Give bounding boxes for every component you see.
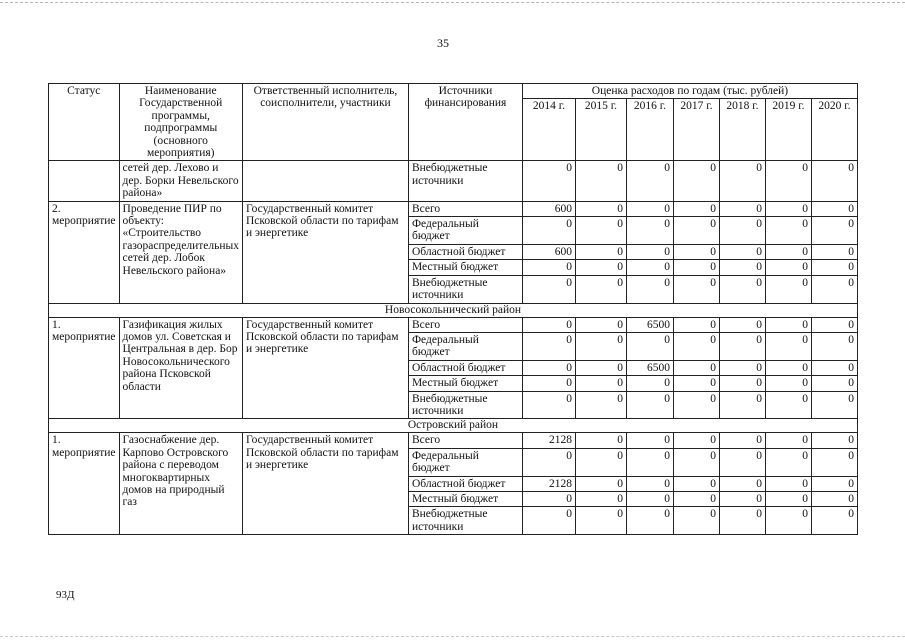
value-cell: 6500 bbox=[626, 360, 673, 375]
value-cell: 0 bbox=[765, 433, 811, 448]
name-cell: Проведение ПИР по объекту: «Строительство газораспределительных сетей дер. Лобок Невельского района» bbox=[119, 201, 242, 303]
value-cell: 0 bbox=[673, 161, 719, 201]
value-cell: 0 bbox=[765, 161, 811, 201]
source-cell: Внебюджетные источники bbox=[408, 391, 522, 419]
value-cell: 0 bbox=[626, 476, 673, 491]
source-cell: Всего bbox=[408, 433, 522, 448]
header-status: Статус bbox=[49, 84, 120, 161]
header-year: 2016 г. bbox=[626, 99, 673, 161]
value-cell: 0 bbox=[673, 491, 719, 506]
source-cell: Федеральный бюджет bbox=[408, 217, 522, 245]
value-cell: 0 bbox=[811, 201, 857, 216]
name-cell: Газоснабжение дер. Карпово Островского района с переводом многоквартирных домов на природный газ bbox=[119, 433, 242, 535]
value-cell: 0 bbox=[719, 507, 765, 535]
value-cell: 0 bbox=[575, 433, 626, 448]
source-cell: Областной бюджет bbox=[408, 476, 522, 491]
table-row bbox=[49, 317, 858, 332]
value-cell: 0 bbox=[673, 391, 719, 419]
value-cell: 0 bbox=[811, 360, 857, 375]
value-cell: 0 bbox=[811, 161, 857, 201]
header-year: 2014 г. bbox=[522, 99, 575, 161]
value-cell: 2128 bbox=[522, 433, 575, 448]
value-cell: 0 bbox=[811, 260, 857, 275]
value-cell: 2128 bbox=[522, 476, 575, 491]
value-cell: 0 bbox=[575, 161, 626, 201]
header-name: Наименование Государственной программы, подпрограммы (основного мероприятия) bbox=[119, 84, 242, 161]
executor-cell: Государственный комитет Псковской области по тарифам и энергетике bbox=[242, 433, 408, 535]
header-year: 2020 г. bbox=[811, 99, 857, 161]
value-cell: 0 bbox=[719, 433, 765, 448]
value-cell: 0 bbox=[765, 275, 811, 303]
header-executor: Ответственный исполнитель, соисполнители, участники bbox=[242, 84, 408, 161]
value-cell: 0 bbox=[719, 360, 765, 375]
value-cell: 0 bbox=[673, 260, 719, 275]
value-cell: 0 bbox=[522, 491, 575, 506]
source-cell: Местный бюджет bbox=[408, 260, 522, 275]
value-cell: 0 bbox=[575, 391, 626, 419]
value-cell: 0 bbox=[765, 217, 811, 245]
value-cell: 0 bbox=[811, 448, 857, 476]
value-cell: 0 bbox=[719, 161, 765, 201]
value-cell: 0 bbox=[522, 317, 575, 332]
value-cell: 0 bbox=[719, 244, 765, 259]
value-cell: 0 bbox=[673, 317, 719, 332]
executor-cell: Государственный комитет Псковской области по тарифам и энергетике bbox=[242, 201, 408, 303]
value-cell: 0 bbox=[719, 448, 765, 476]
value-cell: 0 bbox=[626, 275, 673, 303]
value-cell: 0 bbox=[522, 217, 575, 245]
value-cell: 0 bbox=[575, 507, 626, 535]
value-cell: 0 bbox=[811, 391, 857, 419]
value-cell: 0 bbox=[626, 376, 673, 391]
section-row bbox=[49, 303, 858, 317]
value-cell: 0 bbox=[719, 332, 765, 360]
value-cell: 0 bbox=[626, 260, 673, 275]
source-cell: Областной бюджет bbox=[408, 244, 522, 259]
value-cell: 0 bbox=[575, 217, 626, 245]
value-cell: 0 bbox=[765, 244, 811, 259]
value-cell: 0 bbox=[811, 317, 857, 332]
value-cell: 0 bbox=[765, 332, 811, 360]
value-cell: 0 bbox=[765, 448, 811, 476]
value-cell: 0 bbox=[626, 244, 673, 259]
value-cell: 0 bbox=[522, 161, 575, 201]
header-sources: Источники финансирования bbox=[408, 84, 522, 161]
value-cell: 0 bbox=[575, 260, 626, 275]
value-cell: 0 bbox=[626, 448, 673, 476]
value-cell: 0 bbox=[626, 433, 673, 448]
table-row bbox=[49, 433, 858, 448]
page-number: 35 bbox=[437, 36, 449, 50]
value-cell: 0 bbox=[765, 260, 811, 275]
value-cell: 0 bbox=[673, 376, 719, 391]
bottom-border-line bbox=[0, 636, 905, 637]
value-cell: 0 bbox=[522, 448, 575, 476]
value-cell: 0 bbox=[575, 244, 626, 259]
value-cell: 0 bbox=[522, 507, 575, 535]
value-cell: 0 bbox=[575, 360, 626, 375]
source-cell: Федеральный бюджет bbox=[408, 448, 522, 476]
value-cell: 0 bbox=[811, 491, 857, 506]
footer-code: 93Д bbox=[56, 589, 75, 601]
value-cell: 0 bbox=[522, 332, 575, 360]
name-cell: Газификация жилых домов ул. Советская и Центральная в дер. Бор Новосокольнического района Псковской области bbox=[119, 317, 242, 419]
source-cell: Внебюджетные источники bbox=[408, 161, 522, 201]
source-cell: Всего bbox=[408, 201, 522, 216]
header-estimate: Оценка расходов по годам (тыс. рублей) bbox=[522, 84, 857, 99]
value-cell: 0 bbox=[811, 433, 857, 448]
section-title: Новосокольнический район bbox=[49, 303, 858, 317]
header-year: 2015 г. bbox=[575, 99, 626, 161]
value-cell: 0 bbox=[811, 507, 857, 535]
value-cell: 0 bbox=[673, 360, 719, 375]
value-cell: 0 bbox=[575, 275, 626, 303]
value-cell: 0 bbox=[719, 491, 765, 506]
status-cell: 2. мероприятие bbox=[49, 201, 120, 303]
section-title: Островский район bbox=[49, 419, 858, 433]
table-row bbox=[49, 161, 858, 201]
value-cell: 0 bbox=[626, 391, 673, 419]
value-cell: 0 bbox=[673, 244, 719, 259]
value-cell: 0 bbox=[719, 217, 765, 245]
value-cell: 0 bbox=[811, 275, 857, 303]
value-cell: 0 bbox=[575, 376, 626, 391]
source-cell: Всего bbox=[408, 317, 522, 332]
executor-cell bbox=[242, 161, 408, 201]
value-cell: 0 bbox=[575, 476, 626, 491]
header-year: 2018 г. bbox=[719, 99, 765, 161]
value-cell: 0 bbox=[626, 201, 673, 216]
value-cell: 0 bbox=[765, 491, 811, 506]
status-cell: 1. мероприятие bbox=[49, 317, 120, 419]
value-cell: 0 bbox=[719, 317, 765, 332]
header-year: 2019 г. bbox=[765, 99, 811, 161]
value-cell: 0 bbox=[626, 507, 673, 535]
source-cell: Внебюджетные источники bbox=[408, 275, 522, 303]
value-cell: 0 bbox=[673, 476, 719, 491]
value-cell: 0 bbox=[673, 275, 719, 303]
value-cell: 0 bbox=[673, 507, 719, 535]
value-cell: 0 bbox=[626, 491, 673, 506]
value-cell: 0 bbox=[811, 217, 857, 245]
source-cell: Областной бюджет bbox=[408, 360, 522, 375]
value-cell: 0 bbox=[719, 376, 765, 391]
value-cell: 600 bbox=[522, 244, 575, 259]
value-cell: 0 bbox=[522, 376, 575, 391]
value-cell: 0 bbox=[673, 332, 719, 360]
table-body bbox=[49, 161, 858, 535]
status-cell bbox=[49, 161, 120, 201]
value-cell: 0 bbox=[765, 507, 811, 535]
value-cell: 0 bbox=[522, 391, 575, 419]
value-cell: 6500 bbox=[626, 317, 673, 332]
value-cell: 0 bbox=[626, 161, 673, 201]
executor-cell: Государственный комитет Псковской области по тарифам и энергетике bbox=[242, 317, 408, 419]
section-row bbox=[49, 419, 858, 433]
value-cell: 0 bbox=[765, 476, 811, 491]
value-cell: 0 bbox=[522, 260, 575, 275]
value-cell: 0 bbox=[575, 448, 626, 476]
value-cell: 0 bbox=[575, 332, 626, 360]
value-cell: 0 bbox=[765, 360, 811, 375]
value-cell: 0 bbox=[673, 448, 719, 476]
value-cell: 0 bbox=[765, 201, 811, 216]
value-cell: 0 bbox=[626, 332, 673, 360]
source-cell: Местный бюджет bbox=[408, 376, 522, 391]
value-cell: 600 bbox=[522, 201, 575, 216]
value-cell: 0 bbox=[765, 376, 811, 391]
table-header bbox=[49, 84, 858, 161]
status-cell: 1. мероприятие bbox=[49, 433, 120, 535]
value-cell: 0 bbox=[575, 201, 626, 216]
value-cell: 0 bbox=[673, 201, 719, 216]
value-cell: 0 bbox=[626, 217, 673, 245]
value-cell: 0 bbox=[719, 201, 765, 216]
value-cell: 0 bbox=[673, 433, 719, 448]
header-year: 2017 г. bbox=[673, 99, 719, 161]
value-cell: 0 bbox=[522, 360, 575, 375]
value-cell: 0 bbox=[719, 476, 765, 491]
value-cell: 0 bbox=[719, 275, 765, 303]
value-cell: 0 bbox=[719, 260, 765, 275]
source-cell: Внебюджетные источники bbox=[408, 507, 522, 535]
value-cell: 0 bbox=[575, 491, 626, 506]
value-cell: 0 bbox=[765, 391, 811, 419]
value-cell: 0 bbox=[811, 244, 857, 259]
budget-table bbox=[48, 83, 858, 535]
source-cell: Местный бюджет bbox=[408, 491, 522, 506]
value-cell: 0 bbox=[811, 376, 857, 391]
value-cell: 0 bbox=[811, 332, 857, 360]
value-cell: 0 bbox=[765, 317, 811, 332]
value-cell: 0 bbox=[673, 217, 719, 245]
name-cell: сетей дер. Лехово и дер. Борки Невельского района» bbox=[119, 161, 242, 201]
value-cell: 0 bbox=[719, 391, 765, 419]
source-cell: Федеральный бюджет bbox=[408, 332, 522, 360]
value-cell: 0 bbox=[522, 275, 575, 303]
table-row bbox=[49, 201, 858, 216]
value-cell: 0 bbox=[811, 476, 857, 491]
value-cell: 0 bbox=[575, 317, 626, 332]
top-border-line bbox=[0, 2, 905, 3]
